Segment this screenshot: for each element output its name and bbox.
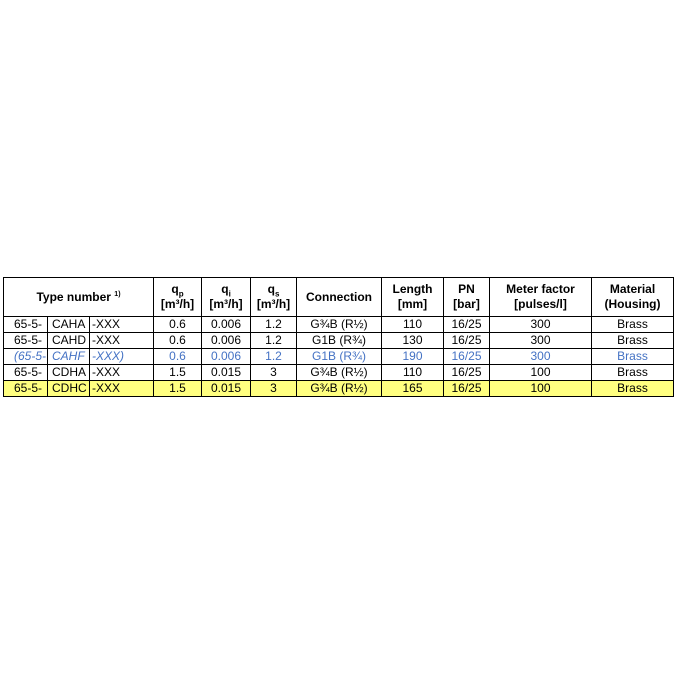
cell-qs: 3: [251, 365, 297, 381]
cell-suffix: -XXX: [90, 317, 154, 333]
cell-meter-factor: 300: [490, 349, 592, 365]
header-qs-symbol: q: [267, 282, 275, 296]
cell-length: 110: [382, 365, 444, 381]
cell-suffix: -XXX): [90, 349, 154, 365]
cell-meter-factor: 100: [490, 365, 592, 381]
cell-code: CDHC: [48, 381, 90, 397]
cell-material: Brass: [592, 381, 674, 397]
cell-qs: 1.2: [251, 333, 297, 349]
cell-qi: 0.015: [202, 365, 251, 381]
cell-length: 165: [382, 381, 444, 397]
cell-length: 110: [382, 317, 444, 333]
cell-meter-factor: 100: [490, 381, 592, 397]
cell-suffix: -XXX: [90, 333, 154, 349]
header-pn-unit: [bar]: [453, 297, 480, 311]
header-length: [382, 278, 444, 317]
header-qi-unit: [m³/h]: [209, 297, 243, 311]
header-qi-subscript: i: [228, 289, 231, 299]
cell-pn: 16/25: [444, 317, 490, 333]
header-qi: [202, 278, 251, 317]
header-qs: [251, 278, 297, 317]
header-type-number: [4, 278, 154, 317]
cell-qs: 1.2: [251, 349, 297, 365]
table-row: [4, 333, 674, 349]
cell-pn: 16/25: [444, 333, 490, 349]
cell-connection: G1B (R¾): [297, 349, 382, 365]
cell-qs: 1.2: [251, 317, 297, 333]
cell-qp: 0.6: [154, 317, 202, 333]
cell-qi: 0.015: [202, 381, 251, 397]
cell-prefix: 65-5-: [4, 381, 48, 397]
table-header-row: [4, 278, 674, 317]
cell-meter-factor: 300: [490, 317, 592, 333]
header-type-number-label: Type number: [36, 289, 111, 304]
header-material-sub: (Housing): [604, 297, 661, 311]
cell-pn: 16/25: [444, 349, 490, 365]
specification-table: [3, 277, 674, 397]
cell-meter-factor: 300: [490, 333, 592, 349]
header-meter-factor-label: Meter factor: [506, 282, 575, 296]
cell-prefix: 65-5-: [4, 317, 48, 333]
cell-qp: 0.6: [154, 333, 202, 349]
header-qp-unit: [m³/h]: [160, 297, 195, 311]
table-row: [4, 365, 674, 381]
cell-code: CAHD: [48, 333, 90, 349]
header-qp: [154, 278, 202, 317]
cell-prefix: (65-5-: [4, 349, 48, 365]
table-row-highlighted: [4, 381, 674, 397]
header-material-label: Material: [609, 282, 656, 296]
header-connection: [297, 278, 382, 317]
cell-code: CDHA: [48, 365, 90, 381]
cell-material: Brass: [592, 333, 674, 349]
cell-connection: G¾B (R½): [297, 381, 382, 397]
header-meter-factor: [490, 278, 592, 317]
header-pn-label: PN: [458, 282, 475, 296]
cell-code: CAHA: [48, 317, 90, 333]
cell-suffix: -XXX: [90, 365, 154, 381]
header-meter-factor-unit: [pulses/l]: [514, 297, 567, 311]
header-qs-unit: [m³/h]: [256, 297, 291, 311]
cell-qp: 0.6: [154, 349, 202, 365]
header-qi-symbol: q: [221, 282, 229, 296]
cell-material: Brass: [592, 317, 674, 333]
cell-qs: 3: [251, 381, 297, 397]
header-connection-label: Connection: [306, 289, 373, 304]
cell-qp: 1.5: [154, 365, 202, 381]
table-row: [4, 317, 674, 333]
cell-connection: G¾B (R½): [297, 317, 382, 333]
cell-prefix: 65-5-: [4, 365, 48, 381]
cell-suffix: -XXX: [90, 381, 154, 397]
header-pn: [444, 278, 490, 317]
cell-qi: 0.006: [202, 349, 251, 365]
header-qp-symbol: q: [171, 282, 179, 296]
footnote-marker: 1): [114, 290, 121, 298]
cell-length: 190: [382, 349, 444, 365]
cell-qp: 1.5: [154, 381, 202, 397]
cell-qi: 0.006: [202, 333, 251, 349]
header-length-label: Length: [392, 282, 433, 296]
cell-pn: 16/25: [444, 365, 490, 381]
cell-connection: G¾B (R½): [297, 365, 382, 381]
cell-prefix: 65-5-: [4, 333, 48, 349]
table-row: [4, 349, 674, 365]
specification-table-wrapper: [3, 277, 673, 397]
cell-length: 130: [382, 333, 444, 349]
header-length-unit: [mm]: [397, 297, 428, 311]
cell-material: Brass: [592, 349, 674, 365]
cell-material: Brass: [592, 365, 674, 381]
header-material: [592, 278, 674, 317]
header-qs-subscript: s: [274, 289, 280, 299]
cell-code: CAHF: [48, 349, 90, 365]
cell-pn: 16/25: [444, 381, 490, 397]
header-qp-subscript: p: [178, 289, 184, 299]
cell-connection: G1B (R¾): [297, 333, 382, 349]
cell-qi: 0.006: [202, 317, 251, 333]
